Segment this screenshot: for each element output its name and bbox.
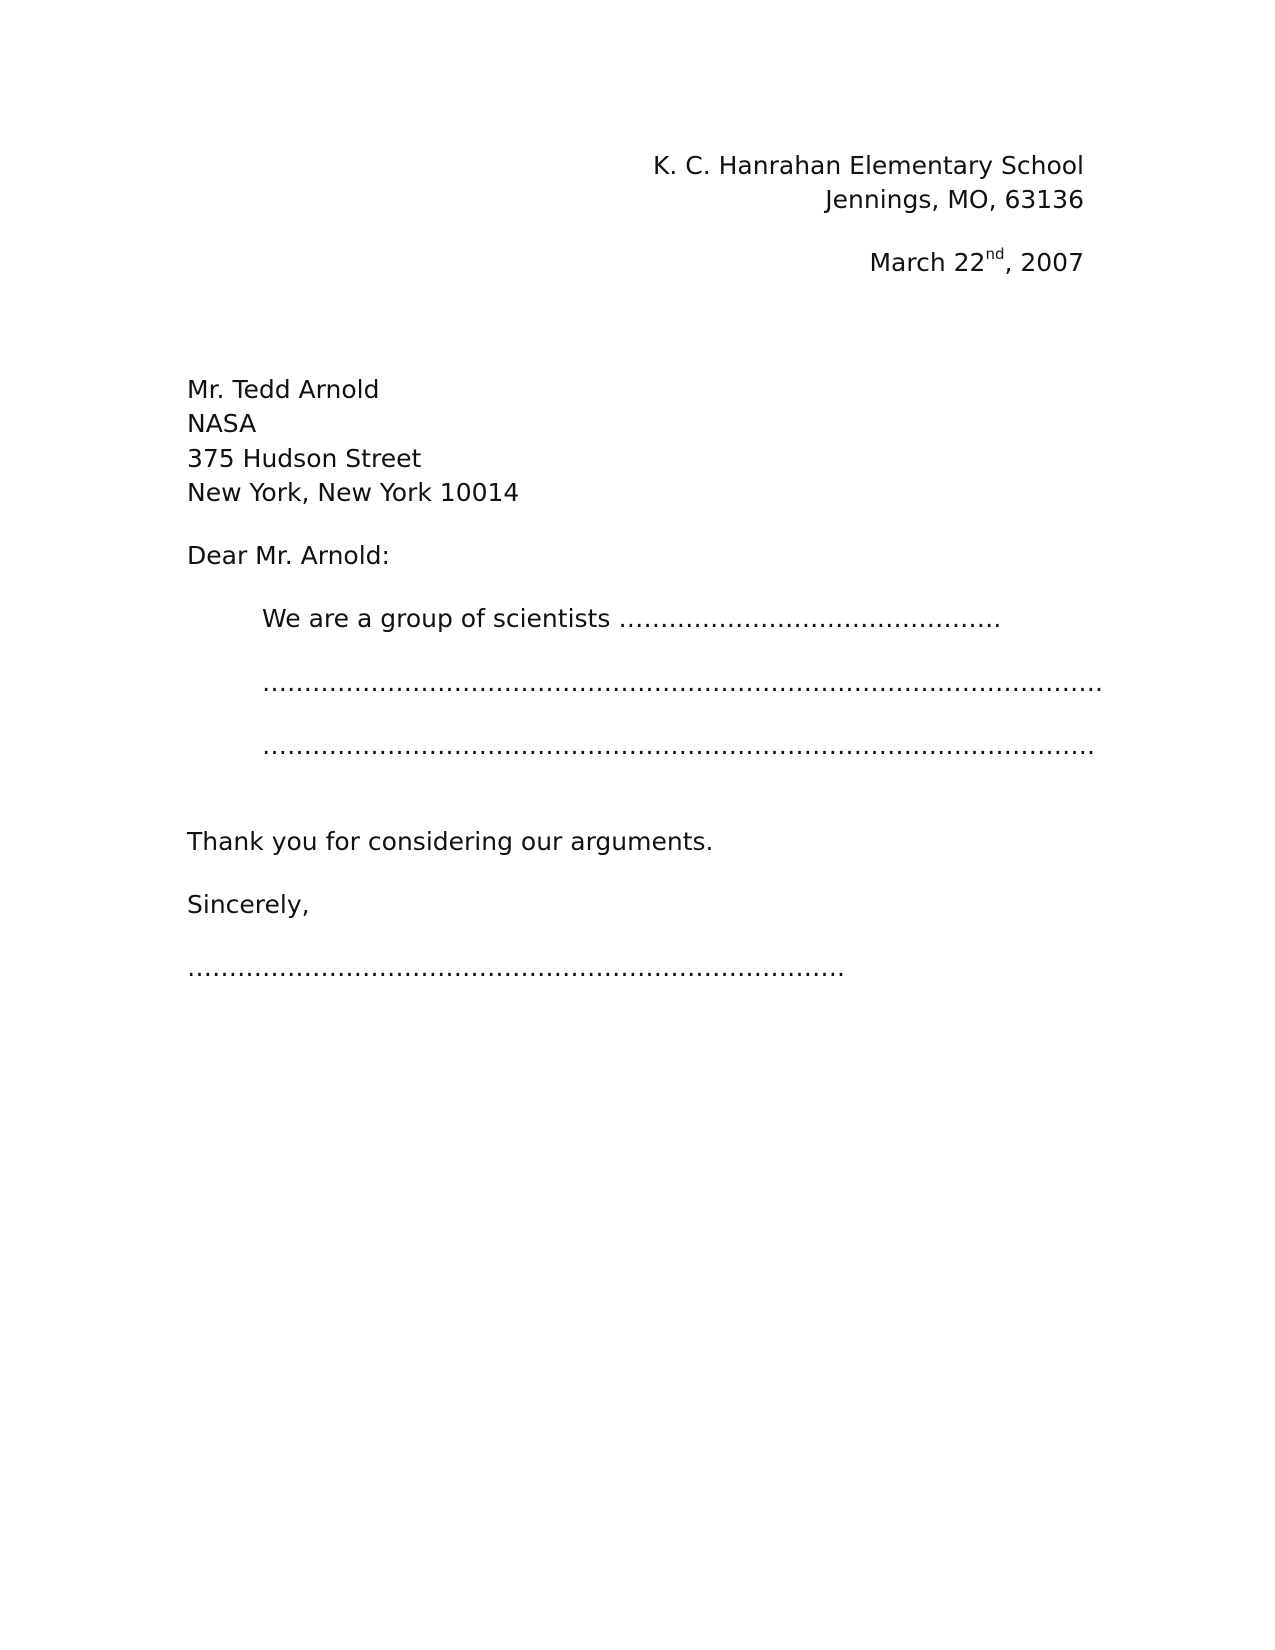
recipient-city: New York, New York 10014 — [187, 478, 520, 507]
body-opening-dots: ………………………………………. — [618, 604, 1002, 633]
sender-city: Jennings, MO, 63136 — [825, 185, 1084, 214]
salutation: Dear Mr. Arnold: — [187, 541, 390, 570]
body-opening-line — [262, 606, 1001, 631]
date-year: , 2007 — [1004, 248, 1084, 277]
body-opening-text: We are a group of scientists — [262, 604, 611, 633]
sender-school: K. C. Hanrahan Elementary School — [653, 151, 1084, 180]
date-month-day: March 22 — [869, 248, 986, 277]
date-suffix: nd — [985, 245, 1005, 263]
body-dotted-line-2: ……………………………………………………………………….………………. — [262, 668, 1103, 697]
recipient-name: Mr. Tedd Arnold — [187, 375, 380, 404]
recipient-street: 375 Hudson Street — [187, 444, 422, 473]
body-dotted-line-3: ………………………………………………………………………………………. — [262, 731, 1095, 760]
recipient-organization: NASA — [187, 409, 257, 438]
letter-date — [869, 245, 1084, 277]
closing-sentence: Thank you for considering our arguments. — [187, 827, 714, 856]
complimentary-close: Sincerely, — [187, 890, 310, 919]
signature-line: ……………………………………………………………………. — [187, 953, 845, 982]
